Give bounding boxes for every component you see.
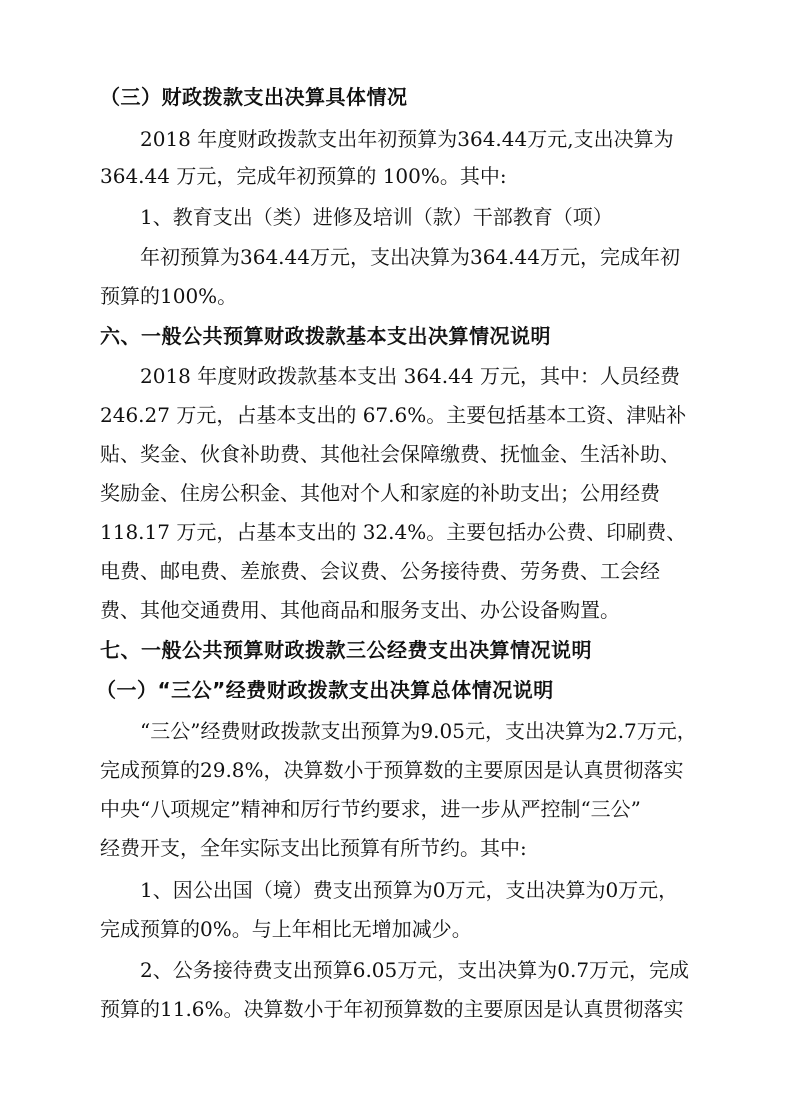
paragraph-line: 1、教育支出（类）进修及培训（款）干部教育（项） <box>140 205 613 229</box>
paragraph-line: 2、公务接待费支出预算6.05万元，支出决算为0.7万元，完成 <box>140 958 690 982</box>
paragraph-line: 预算的11.6%。决算数小于年初预算数的主要原因是认真贯彻落实 <box>100 997 684 1021</box>
paragraph-line: 经费开支，全年实际支出比预算有所节约。其中: <box>100 836 527 860</box>
section-heading-6: 六、一般公共预算财政拨款基本支出决算情况说明 <box>100 324 551 348</box>
paragraph-line: 1、因公出国（境）费支出预算为0万元，支出决算为0万元， <box>140 878 679 902</box>
paragraph-line: 年初预算为364.44万元，支出决算为364.44万元，完成年初 <box>140 245 680 269</box>
paragraph-line: 118.17 万元，占基本支出的 32.4%。主要包括办公费、印刷费、 <box>100 520 687 544</box>
paragraph-line: 2018 年度财政拨款支出年初预算为364.44万元,支出决算为 <box>140 127 674 151</box>
paragraph-line: 完成预算的29.8%，决算数小于预算数的主要原因是认真贯彻落实 <box>100 758 684 782</box>
paragraph-line: 364.44 万元，完成年初预算的 100%。其中: <box>100 164 507 188</box>
paragraph-line: 2018 年度财政拨款基本支出 364.44 万元，其中：人员经费 <box>140 364 680 388</box>
section-heading-7: 七、一般公共预算财政拨款三公经费支出决算情况说明 <box>100 638 592 662</box>
paragraph-line: 费、其他交通费用、其他商品和服务支出、办公设备购置。 <box>100 598 620 622</box>
paragraph-line: 246.27 万元，占基本支出的 67.6%。主要包括基本工资、津贴补 <box>100 403 687 427</box>
section-heading-3: （三）财政拨款支出决算具体情况 <box>100 85 408 109</box>
paragraph-line: 电费、邮电费、差旅费、会议费、公务接待费、劳务费、工会经 <box>100 559 660 583</box>
paragraph-line: “三公”经费财政拨款支出预算为9.05元，支出决算为2.7万元， <box>140 719 697 743</box>
paragraph-line: 预算的100%。 <box>100 284 238 308</box>
paragraph-line: 奖励金、住房公积金、其他对个人和家庭的补助支出；公用经费 <box>100 481 660 505</box>
subsection-heading-7-1: （一）“三公”经费财政拨款支出决算总体情况说明 <box>96 678 554 702</box>
paragraph-line: 中央“八项规定”精神和厉行节约要求，进一步从严控制“三公” <box>100 797 641 821</box>
paragraph-line: 贴、奖金、伙食补助费、其他社会保障缴费、抚恤金、生活补助、 <box>100 442 680 466</box>
paragraph-line: 完成预算的0%。与上年相比无增加减少。 <box>100 917 472 941</box>
